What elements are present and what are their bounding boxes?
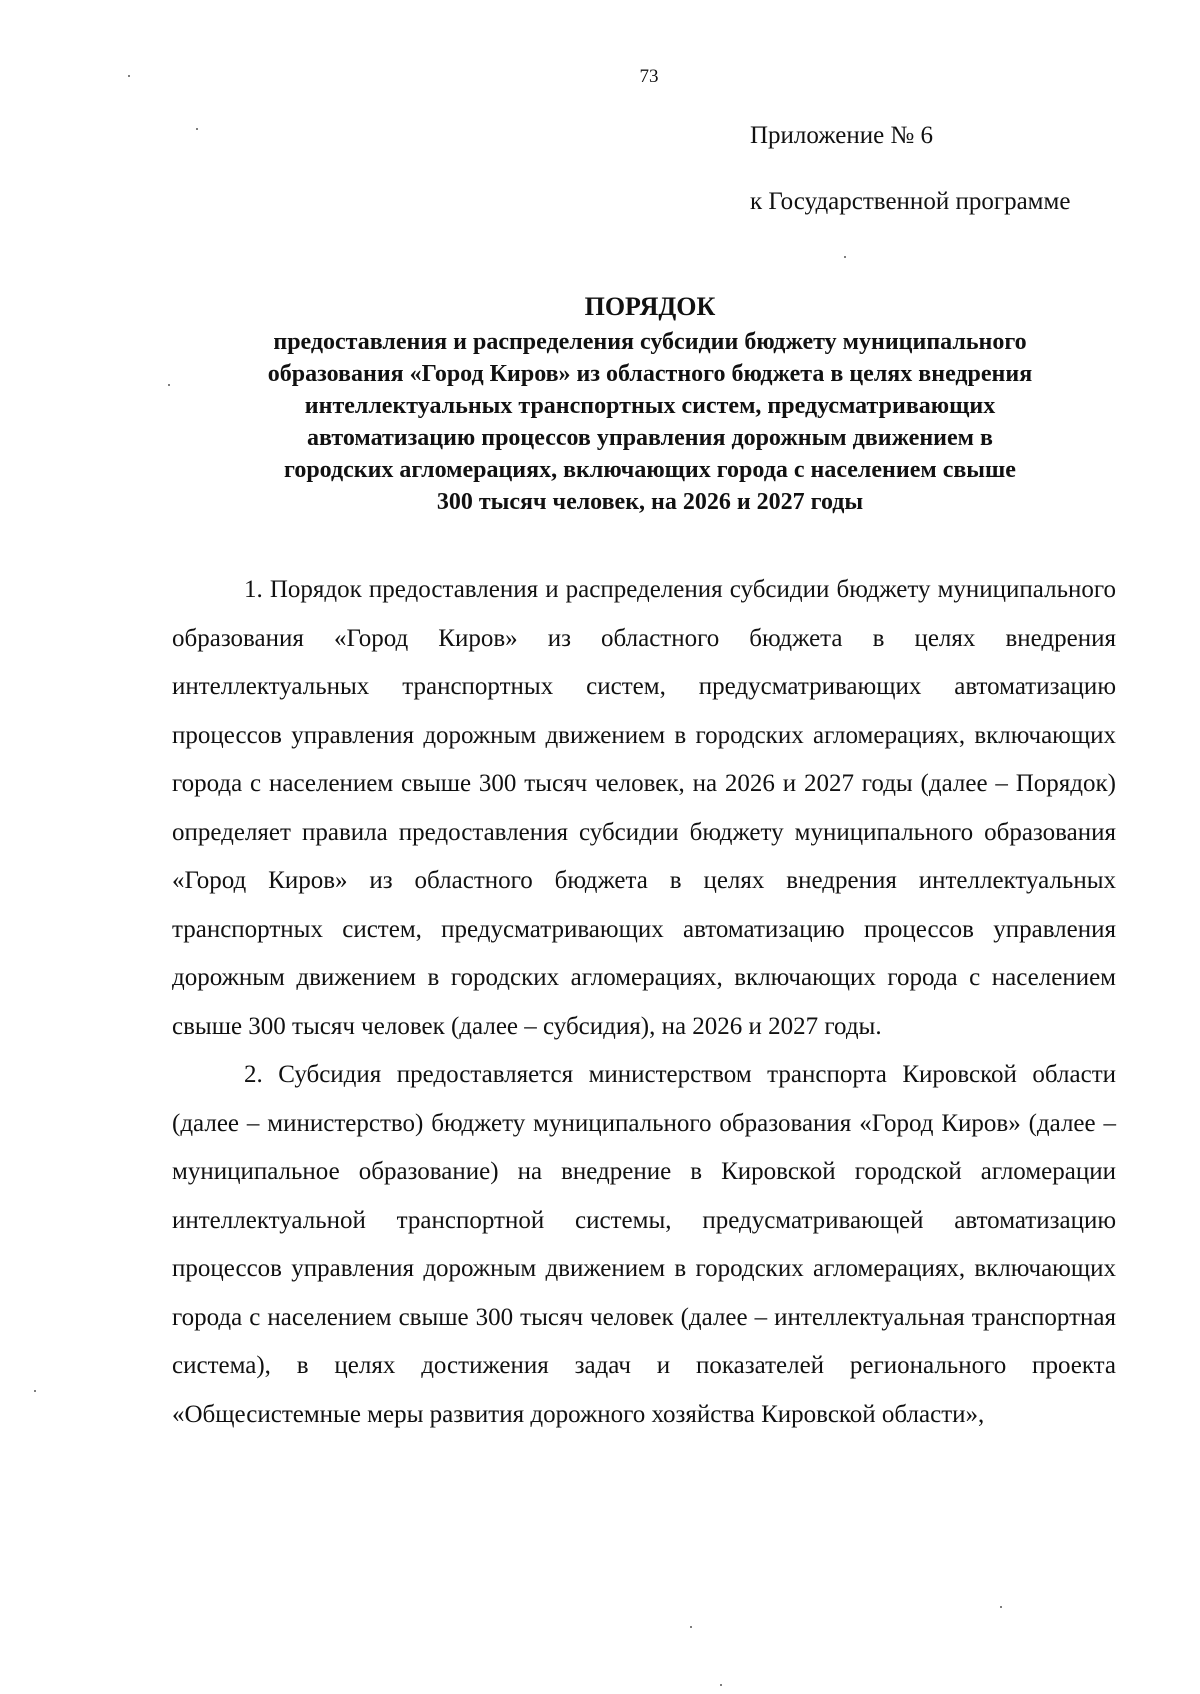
- title-line: интеллектуальных транспортных систем, предусматривающих: [304, 393, 996, 419]
- scan-speck: [1000, 1606, 1002, 1608]
- appendix-number: Приложение № 6: [750, 122, 934, 149]
- scan-speck: [128, 75, 130, 77]
- title-subheading: [150, 326, 1150, 518]
- scan-speck: [690, 1626, 692, 1628]
- document-title: [150, 290, 1150, 518]
- scan-speck: [844, 256, 846, 258]
- title-line: 300 тысяч человек, на 2026 и 2027 годы: [436, 489, 864, 515]
- title-line: городских агломерациях, включающих города с населением свыше: [284, 457, 1016, 483]
- scan-speck: [720, 1684, 722, 1686]
- title-line: автоматизацию процессов управления дорожным движением в: [307, 425, 993, 451]
- paragraph-1: 1. Порядок предоставления и распределения субсидии бюджету муниципального образования «Город Киров» из областного бюджета в целях внедрения интеллектуальных транспортных систем, предусматривающих автоматизацию процессов управления дорожным движением в городских агломерациях, включающих города с населением свыше 300 тысяч человек, на 2026 и 2027 годы (далее – Порядок) определяет правила предоставления субсидии бюджету муниципального образования «Город Киров» из областного бюджета в целях внедрения интеллектуальных транспортных систем, предусматривающих автоматизацию процессов управления дорожным движением в городских агломерациях, включающих города с населением свыше 300 тысяч человек (далее – субсидия), на 2026 и 2027 годы.: [172, 576, 1116, 1040]
- scan-speck: [34, 1390, 36, 1392]
- title-line: предоставления и распределения субсидии бюджету муниципального: [273, 329, 1027, 355]
- paragraph-2: 2. Субсидия предоставляется министерством транспорта Кировской области (далее – министерство) бюджету муниципального образования «Город Киров» (далее – муниципальное образование) на внедрение в Кировской городской агломерации интеллектуальной транспортной системы, предусматривающей автоматизацию процессов управления дорожным движением в городских агломерациях, включающих города с населением свыше 300 тысяч человек (далее – интеллектуальная транспортная система), в целях достижения задач и показателей регионального проекта «Общесистемные меры развития дорожного хозяйства Кировской области»,: [172, 1061, 1116, 1428]
- scan-speck: [196, 128, 198, 130]
- title-line: образования «Город Киров» из областного бюджета в целях внедрения: [267, 361, 1033, 387]
- appendix-reference: к Государственной программе: [750, 188, 1071, 215]
- document-body: [172, 566, 1116, 1439]
- title-heading: ПОРЯДОК: [584, 292, 716, 321]
- scan-speck: [168, 384, 170, 386]
- page-number: 73: [639, 66, 659, 87]
